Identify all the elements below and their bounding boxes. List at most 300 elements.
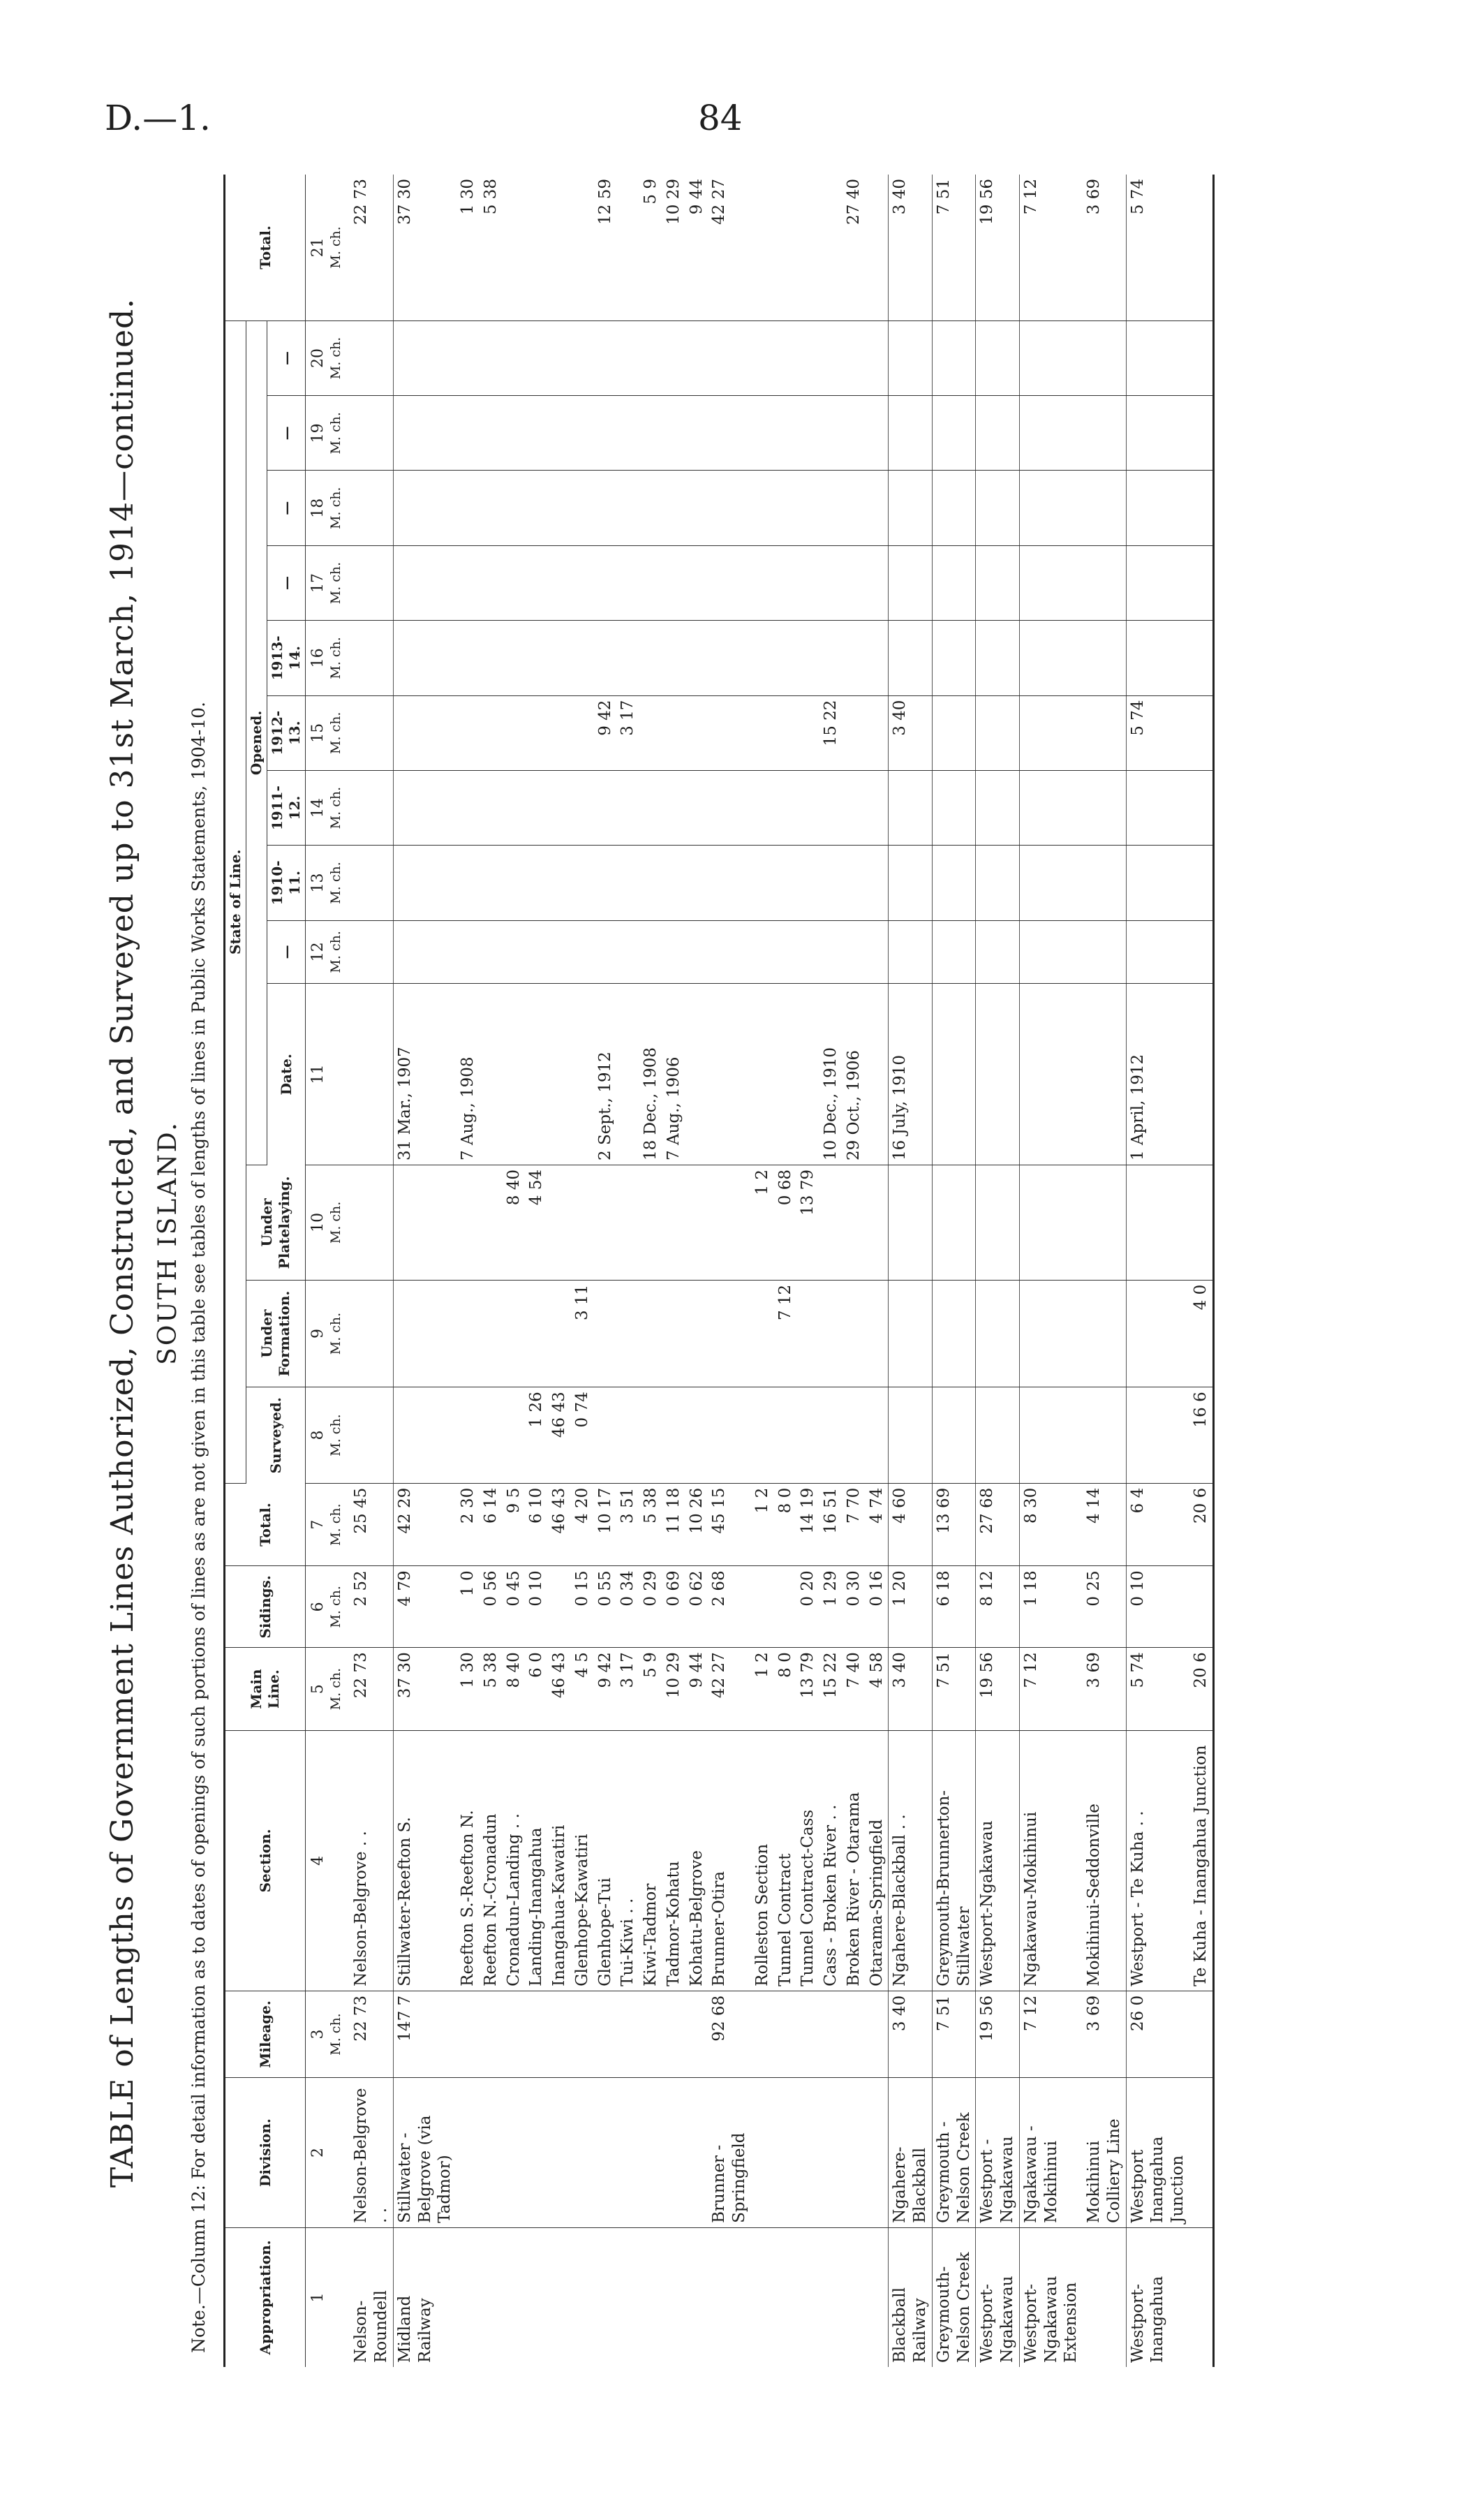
cell-opened: 5 74 [1126, 695, 1189, 770]
cell-total: 4 20 [571, 1483, 594, 1566]
cell-date: 16 July, 1910 [889, 984, 933, 1165]
cell-date [774, 984, 797, 1165]
cell-division [796, 2078, 819, 2228]
cell-sidings: 0 10 [1126, 1566, 1189, 1648]
cell-col13 [932, 846, 976, 920]
cell-total_right: 5 9 [639, 175, 662, 320]
cell-col17 [1189, 545, 1213, 620]
cell-sidings: 0 69 [662, 1566, 685, 1648]
cell-sidings: 0 55 [594, 1566, 617, 1648]
table-row [889, 175, 933, 2367]
cell-col16 [843, 621, 866, 695]
cell-col16 [708, 621, 751, 695]
cell-opened: 3 40 [889, 695, 933, 770]
col-section: Section. [225, 1730, 306, 1991]
table-row [1083, 175, 1126, 2367]
table-row [639, 175, 662, 2367]
cell-sidings: 0 29 [639, 1566, 662, 1648]
cell-formation [685, 1280, 708, 1387]
cell-mileage: 147 7 [393, 1991, 457, 2077]
col-main-line: Main Line. [225, 1648, 306, 1731]
cell-col17 [457, 545, 480, 620]
cell-opened [1189, 695, 1213, 770]
cell-col12 [594, 920, 617, 983]
column-number-label: 12 [309, 942, 327, 962]
col-under-platelaying: Under Platelaying. [246, 1165, 306, 1281]
cell-col18 [1019, 471, 1083, 545]
cell-sidings: 4 79 [393, 1566, 457, 1648]
table-row [708, 175, 751, 2367]
cell-appropriation [503, 2227, 526, 2367]
cell-col12 [685, 920, 708, 983]
column-number-row [306, 175, 346, 2367]
cell-mileage [480, 1991, 503, 2077]
cell-formation [1126, 1280, 1189, 1387]
cell-col20 [932, 320, 976, 395]
cell-col17 [525, 545, 548, 620]
cell-total: 10 17 [594, 1483, 617, 1566]
cell-total: 10 26 [685, 1483, 708, 1566]
cell-col19 [796, 396, 819, 471]
cell-opened: 9 42 [594, 695, 617, 770]
cell-date [685, 984, 708, 1165]
cell-total: 4 74 [866, 1483, 889, 1566]
cell-platelaying: 13 79 [796, 1165, 819, 1281]
cell-platelaying [843, 1165, 866, 1281]
cell-col12 [751, 920, 774, 983]
col-1913: 1913-14. [267, 621, 306, 695]
cell-main: 5 74 [1126, 1648, 1189, 1731]
cell-opened [685, 695, 708, 770]
cell-col13 [480, 846, 503, 920]
cell-col20 [480, 320, 503, 395]
cell-col20 [1126, 320, 1189, 395]
cell-col16 [480, 621, 503, 695]
col-dash: — [267, 396, 306, 471]
cell-col19 [751, 396, 774, 471]
cell-section: Glenhope-Kawatiri [571, 1730, 594, 1991]
cell-sidings: 1 20 [889, 1566, 933, 1648]
cell-col14 [480, 770, 503, 845]
cell-col19 [889, 396, 933, 471]
cell-main: 15 22 [819, 1648, 843, 1731]
cell-section: Kohatu-Belgrove [685, 1730, 708, 1991]
cell-col14 [819, 770, 843, 845]
cell-col16 [796, 621, 819, 695]
cell-col20 [548, 320, 571, 395]
table-row [571, 175, 594, 2367]
cell-surveyed [932, 1387, 976, 1484]
cell-col16 [1019, 621, 1083, 695]
table-row [548, 175, 571, 2367]
cell-date [346, 984, 393, 1165]
cell-col14 [548, 770, 571, 845]
cell-col13 [525, 846, 548, 920]
cell-col14 [843, 770, 866, 845]
cell-col12 [457, 920, 480, 983]
cell-col20 [889, 320, 933, 395]
cell-total: 45 15 [708, 1483, 751, 1566]
cell-division [662, 2078, 685, 2228]
col-dash: — [267, 320, 306, 395]
cell-total_right [1189, 175, 1213, 320]
cell-sidings: 2 68 [708, 1566, 751, 1648]
cell-col17 [889, 545, 933, 620]
cell-date: 7 Aug., 1906 [662, 984, 685, 1165]
cell-total_right: 7 12 [1019, 175, 1083, 320]
cell-main: 20 6 [1189, 1648, 1213, 1731]
table-note: Note.—Column 12: For detail information as to dates of openings of such portions of lines as are not given in this table see tables of lengths of lines in Public Works Statements, 1904-10. [188, 702, 209, 2353]
table-row [796, 175, 819, 2367]
cell-main: 8 40 [503, 1648, 526, 1731]
column-number-label: 13 [309, 873, 327, 893]
col-surveyed: Surveyed. [246, 1387, 306, 1484]
cell-sidings: 0 10 [525, 1566, 548, 1648]
cell-date [866, 984, 889, 1165]
cell-col17 [571, 545, 594, 620]
cell-col18 [594, 471, 617, 545]
column-number [306, 621, 346, 695]
cell-date: 1 April, 1912 [1126, 984, 1189, 1165]
cell-appropriation [819, 2227, 843, 2367]
column-number [306, 1483, 346, 1566]
table-row [594, 175, 617, 2367]
cell-total_right: 1 30 [457, 175, 480, 320]
column-number [306, 1991, 346, 2077]
cell-date: 29 Oct., 1906 [843, 984, 866, 1165]
cell-opened [571, 695, 594, 770]
cell-section: Tunnel Contract [774, 1730, 797, 1991]
cell-mileage [796, 1991, 819, 2077]
cell-total_right [751, 175, 774, 320]
cell-total: 1 2 [751, 1483, 774, 1566]
cell-formation: 7 12 [774, 1280, 797, 1387]
column-number-label: 8 [309, 1430, 327, 1440]
cell-col20 [866, 320, 889, 395]
cell-col18 [774, 471, 797, 545]
cell-col12 [639, 920, 662, 983]
cell-col20 [843, 320, 866, 395]
cell-date [616, 984, 639, 1165]
cell-main: 9 44 [685, 1648, 708, 1731]
cell-date: 18 Dec., 1908 [639, 984, 662, 1165]
cell-col12 [843, 920, 866, 983]
cell-total_right [548, 175, 571, 320]
cell-platelaying [393, 1165, 457, 1281]
cell-section: Reefton S.-Reefton N. [457, 1730, 480, 1991]
cell-main: 1 2 [751, 1648, 774, 1731]
cell-platelaying: 1 2 [751, 1165, 774, 1281]
cell-formation [639, 1280, 662, 1387]
cell-mileage [866, 1991, 889, 2077]
cell-sidings: 8 12 [976, 1566, 1020, 1648]
cell-total: 20 6 [1189, 1483, 1213, 1566]
cell-col13 [393, 846, 457, 920]
cell-col19 [976, 396, 1020, 471]
cell-surveyed: 1 26 [525, 1387, 548, 1484]
cell-section: Stillwater-Reefton S. [393, 1730, 457, 1991]
cell-col17 [594, 545, 617, 620]
column-number [306, 2227, 346, 2367]
column-number-label: 9 [309, 1329, 327, 1339]
cell-section: Westport - Te Kuha . . [1126, 1730, 1189, 1991]
table-row [819, 175, 843, 2367]
column-number [306, 1730, 346, 1991]
col-date: Date. [267, 984, 306, 1165]
cell-surveyed [889, 1387, 933, 1484]
cell-col16 [1126, 621, 1189, 695]
cell-col17 [346, 545, 393, 620]
table-title: TABLE of Lengths of Government Lines Authorized, Constructed, and Surveyed up to 31st March, 1914—continued. [105, 297, 140, 2188]
column-number-label: 6 [309, 1602, 327, 1612]
cell-appropriation [571, 2227, 594, 2367]
col-1910: 1910-11. [267, 846, 306, 920]
cell-col13 [774, 846, 797, 920]
cell-opened [480, 695, 503, 770]
cell-col18 [662, 471, 685, 545]
cell-col14 [1126, 770, 1189, 845]
cell-col12 [503, 920, 526, 983]
cell-platelaying [1126, 1165, 1189, 1281]
cell-appropriation [751, 2227, 774, 2367]
cell-col20 [685, 320, 708, 395]
cell-total_right [819, 175, 843, 320]
cell-mileage: 3 69 [1083, 1991, 1126, 2077]
cell-total: 8 30 [1019, 1483, 1083, 1566]
cell-col13 [1126, 846, 1189, 920]
cell-col12 [346, 920, 393, 983]
cell-platelaying [480, 1165, 503, 1281]
cell-main: 37 30 [393, 1648, 457, 1731]
cell-col13 [662, 846, 685, 920]
cell-mileage [594, 1991, 617, 2077]
cell-formation [457, 1280, 480, 1387]
cell-mileage: 92 68 [708, 1991, 751, 2077]
cell-col13 [708, 846, 751, 920]
cell-section: Reefton N.-Cronadun [480, 1730, 503, 1991]
cell-col19 [525, 396, 548, 471]
cell-opened [774, 695, 797, 770]
cell-col12 [976, 920, 1020, 983]
cell-date [480, 984, 503, 1165]
cell-col19 [685, 396, 708, 471]
cell-opened [1083, 695, 1126, 770]
column-number [306, 471, 346, 545]
cell-section: Mokihinui-Seddonville [1083, 1730, 1126, 1991]
cell-col16 [774, 621, 797, 695]
cell-col16 [639, 621, 662, 695]
cell-date [1019, 984, 1083, 1165]
rotated-table-page [84, 91, 1431, 2395]
cell-col16 [866, 621, 889, 695]
cell-col14 [571, 770, 594, 845]
column-number [306, 396, 346, 471]
cell-total: 13 69 [932, 1483, 976, 1566]
cell-main: 9 42 [594, 1648, 617, 1731]
unit-label: M. ch. [327, 2013, 343, 2056]
cell-surveyed: 0 74 [571, 1387, 594, 1484]
cell-appropriation [548, 2227, 571, 2367]
cell-sidings: 0 25 [1083, 1566, 1126, 1648]
unit-label: M. ch. [327, 862, 343, 904]
cell-appropriation [1083, 2227, 1126, 2367]
cell-main: 5 9 [639, 1648, 662, 1731]
table-subtitle: SOUTH ISLAND. [154, 1121, 182, 1365]
cell-col13 [889, 846, 933, 920]
cell-appropriation [708, 2227, 751, 2367]
cell-col18 [708, 471, 751, 545]
cell-formation [594, 1280, 617, 1387]
cell-main: 7 51 [932, 1648, 976, 1731]
column-number-label: 7 [309, 1519, 327, 1530]
cell-division: Mokihinui Colliery Line [1083, 2078, 1126, 2228]
cell-section: Westport-Ngakawau [976, 1730, 1020, 1991]
cell-col16 [1189, 621, 1213, 695]
cell-formation [346, 1280, 393, 1387]
cell-main: 5 38 [480, 1648, 503, 1731]
cell-col20 [1189, 320, 1213, 395]
cell-col16 [457, 621, 480, 695]
cell-platelaying [662, 1165, 685, 1281]
cell-col20 [346, 320, 393, 395]
cell-col16 [616, 621, 639, 695]
cell-formation [751, 1280, 774, 1387]
cell-col16 [594, 621, 617, 695]
cell-main: 3 69 [1083, 1648, 1126, 1731]
cell-division: Ngakawau - Mokihinui [1019, 2078, 1083, 2228]
cell-col20 [976, 320, 1020, 395]
cell-col20 [751, 320, 774, 395]
cell-col18 [503, 471, 526, 545]
cell-col12 [548, 920, 571, 983]
cell-col20 [616, 320, 639, 395]
cell-surveyed [866, 1387, 889, 1484]
cell-main: 8 0 [774, 1648, 797, 1731]
cell-main: 6 0 [525, 1648, 548, 1731]
table-body [306, 175, 1214, 2367]
cell-col13 [346, 846, 393, 920]
cell-total_right [525, 175, 548, 320]
cell-date [708, 984, 751, 1165]
cell-platelaying [594, 1165, 617, 1281]
col-appropriation: Appropriation. [225, 2227, 306, 2367]
cell-formation [1019, 1280, 1083, 1387]
cell-total_right: 27 40 [843, 175, 866, 320]
cell-col14 [503, 770, 526, 845]
page-number: 84 [698, 98, 743, 138]
cell-col19 [503, 396, 526, 471]
cell-surveyed [480, 1387, 503, 1484]
cell-formation [866, 1280, 889, 1387]
cell-col16 [346, 621, 393, 695]
table-row [976, 175, 1020, 2367]
table-row [480, 175, 503, 2367]
cell-platelaying: 0 68 [774, 1165, 797, 1281]
unit-label: M. ch. [327, 1667, 343, 1711]
cell-col14 [889, 770, 933, 845]
cell-col20 [819, 320, 843, 395]
cell-col16 [685, 621, 708, 695]
cell-appropriation: Blackball Railway [889, 2227, 933, 2367]
column-number-label: 11 [309, 1064, 327, 1084]
cell-col16 [571, 621, 594, 695]
cell-col14 [685, 770, 708, 845]
cell-formation [503, 1280, 526, 1387]
cell-col12 [662, 920, 685, 983]
column-number-label: 19 [309, 423, 327, 443]
table-row [774, 175, 797, 2367]
column-number [306, 770, 346, 845]
cell-col18 [571, 471, 594, 545]
cell-total: 27 68 [976, 1483, 1020, 1566]
cell-opened: 3 17 [616, 695, 639, 770]
cell-date: 2 Sept., 1912 [594, 984, 617, 1165]
table-row [1019, 175, 1083, 2367]
cell-main: 4 5 [571, 1648, 594, 1731]
cell-col18 [346, 471, 393, 545]
cell-division [751, 2078, 774, 2228]
cell-col18 [1126, 471, 1189, 545]
cell-sidings: 0 15 [571, 1566, 594, 1648]
cell-total_right [616, 175, 639, 320]
cell-col18 [751, 471, 774, 545]
column-number [306, 1280, 346, 1387]
cell-date [1083, 984, 1126, 1165]
cell-col19 [1189, 396, 1213, 471]
cell-col13 [594, 846, 617, 920]
cell-col14 [616, 770, 639, 845]
cell-formation [796, 1280, 819, 1387]
col-sidings: Sidings. [225, 1566, 306, 1648]
cell-total: 6 4 [1126, 1483, 1189, 1566]
cell-division [639, 2078, 662, 2228]
cell-col12 [393, 920, 457, 983]
cell-sidings: 1 18 [1019, 1566, 1083, 1648]
column-number-label: 18 [309, 498, 327, 518]
cell-col12 [1189, 920, 1213, 983]
cell-sidings: 0 45 [503, 1566, 526, 1648]
cell-section: Greymouth-Brunnerton-Stillwater [932, 1730, 976, 1991]
cell-appropriation [457, 2227, 480, 2367]
cell-section: Cronadun-Landing . . [503, 1730, 526, 1991]
cell-col13 [1083, 846, 1126, 920]
cell-col20 [1083, 320, 1126, 395]
col-total: Total. [225, 1483, 306, 1566]
cell-col14 [662, 770, 685, 845]
cell-appropriation [866, 2227, 889, 2367]
cell-col13 [976, 846, 1020, 920]
cell-opened [662, 695, 685, 770]
cell-surveyed [457, 1387, 480, 1484]
cell-mileage: 7 51 [932, 1991, 976, 2077]
cell-total_right: 42 27 [708, 175, 751, 320]
column-number-label: 14 [309, 798, 327, 818]
cell-col14 [639, 770, 662, 845]
cell-total: 6 14 [480, 1483, 503, 1566]
cell-col13 [616, 846, 639, 920]
cell-col12 [932, 920, 976, 983]
cell-mileage [774, 1991, 797, 2077]
cell-division [594, 2078, 617, 2228]
cell-col20 [571, 320, 594, 395]
cell-division: Westport Inangahua Junction [1126, 2078, 1189, 2228]
cell-surveyed [685, 1387, 708, 1484]
cell-col17 [1019, 545, 1083, 620]
cell-division [685, 2078, 708, 2228]
cell-col19 [616, 396, 639, 471]
cell-col19 [548, 396, 571, 471]
cell-mileage: 26 0 [1126, 1991, 1189, 2077]
